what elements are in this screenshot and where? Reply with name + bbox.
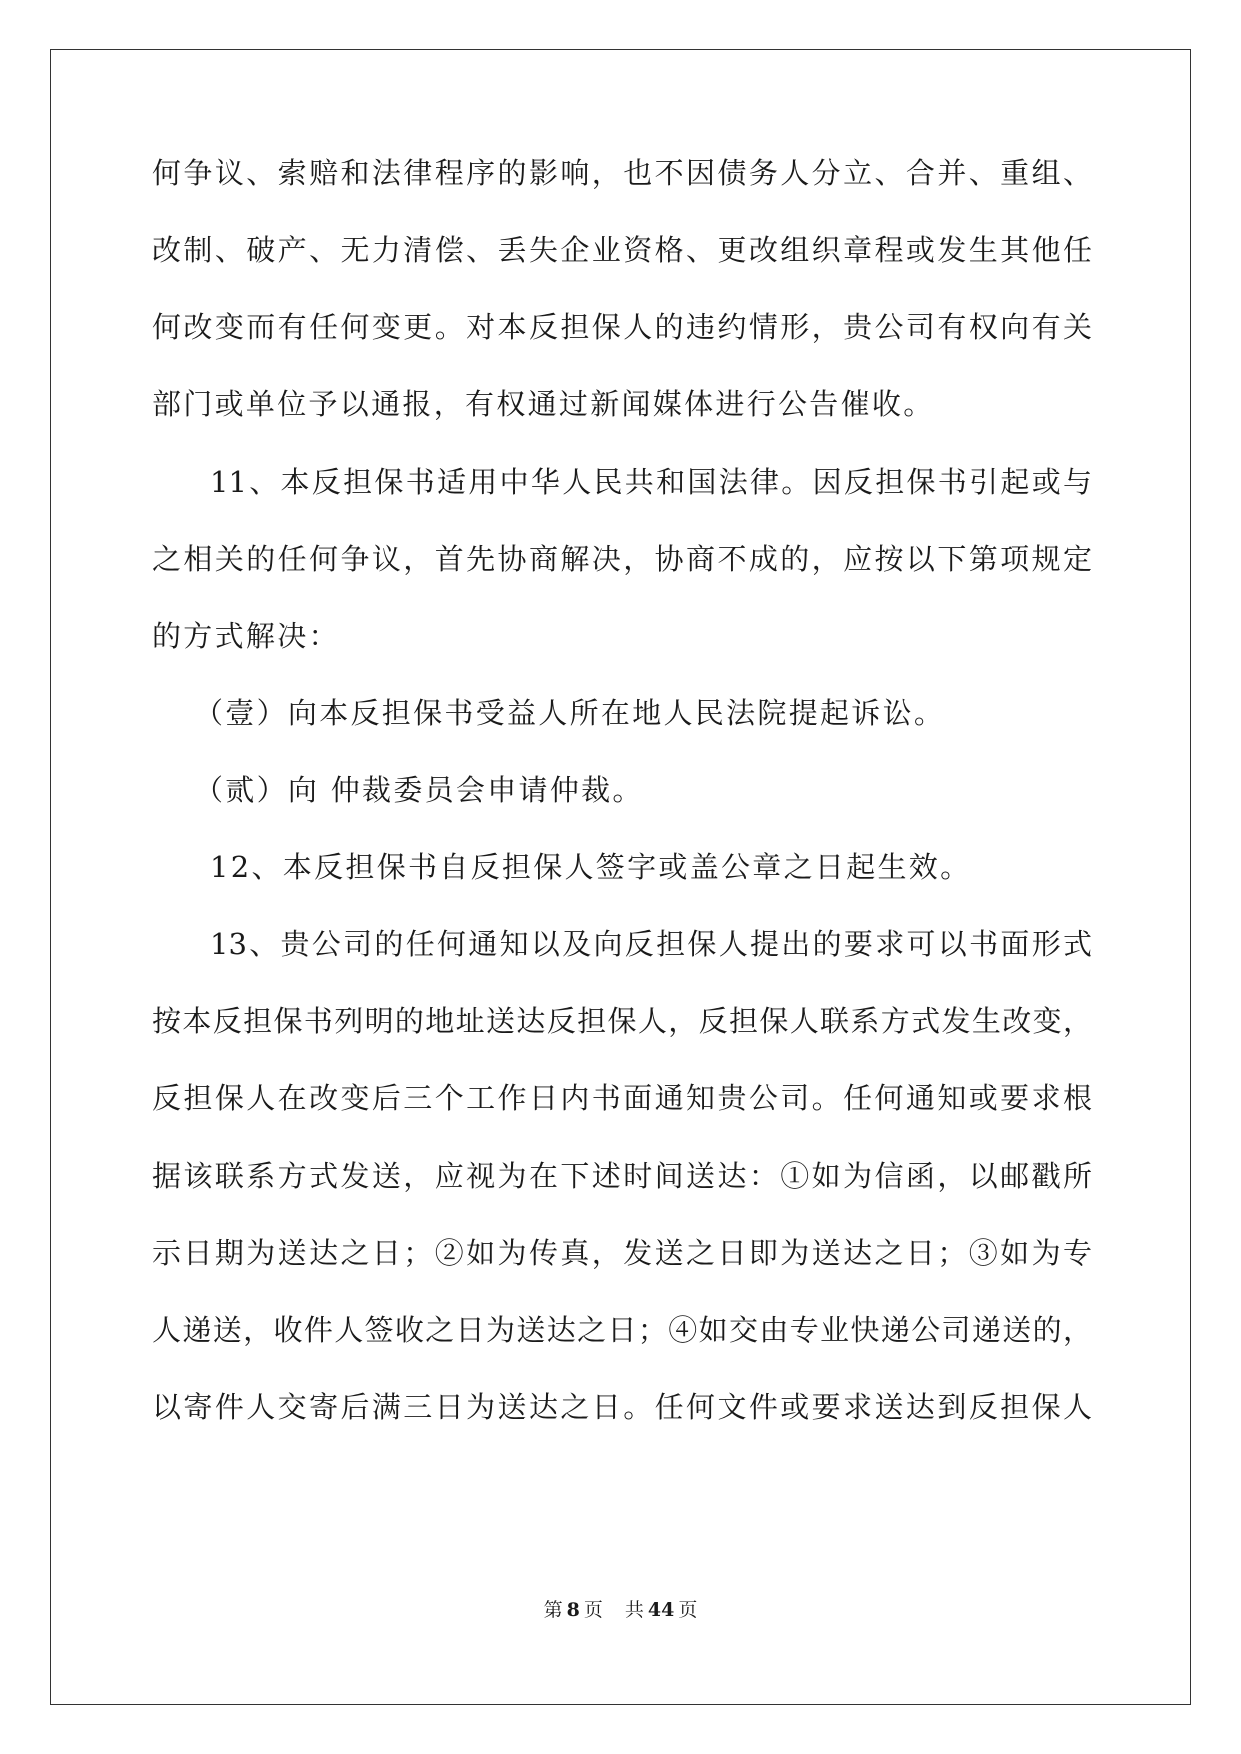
paragraph-line: 示日期为送达之日；②如为传真，发送之日即为送达之日；③如为专 [152, 1236, 1092, 1270]
paragraph-line: 据该联系方式发送，应视为在下述时间送达：①如为信函，以邮戳所 [152, 1159, 1092, 1193]
paragraph-line: 人递送，收件人签收之日为送达之日；④如交由专业快递公司递送的， [152, 1313, 1092, 1347]
paragraph-line: 的方式解决： [152, 619, 340, 653]
paragraph-line: 何争议、索赔和法律程序的影响，也不因债务人分立、合并、重组、 [152, 156, 1092, 190]
option-two-line: （贰）向 仲裁委员会申请仲裁。 [194, 773, 644, 807]
paragraph-line: 部门或单位予以通报，有权通过新闻媒体进行公告催收。 [152, 387, 935, 421]
clause-13-line: 13、贵公司的任何通知以及向反担保人提出的要求可以书面形式 [210, 927, 1092, 961]
total-pages-label: 页 [678, 1599, 698, 1621]
paragraph-line: 何改变而有任何变更。对本反担保人的违约情形，贵公司有权向有关 [152, 310, 1092, 344]
clause-12-line: 12、本反担保书自反担保人签字或盖公章之日起生效。 [210, 850, 972, 884]
paragraph-line: 按本反担保书列明的地址送达反担保人，反担保人联系方式发生改变， [152, 1004, 1092, 1038]
page-footer [0, 1598, 1241, 1622]
paragraph-line: 改制、破产、无力清偿、丢失企业资格、更改组织章程或发生其他任 [152, 233, 1092, 267]
current-page-number: 8 [566, 1599, 580, 1621]
paragraph-line: 之相关的任何争议，首先协商解决，协商不成的，应按以下第项规定 [152, 542, 1092, 576]
paragraph-line: 反担保人在改变后三个工作日内书面通知贵公司。任何通知或要求根 [152, 1081, 1092, 1115]
total-pages-prefix: 共 [624, 1599, 644, 1621]
page-number-label: 页 [583, 1599, 603, 1621]
paragraph-line: 以寄件人交寄后满三日为送达之日。任何文件或要求送达到反担保人 [152, 1390, 1092, 1424]
option-one-line: （壹）向本反担保书受益人所在地人民法院提起诉讼。 [194, 696, 946, 730]
clause-11-line: 11、本反担保书适用中华人民共和国法律。因反担保书引起或与 [210, 465, 1092, 499]
total-pages-number: 44 [647, 1599, 675, 1621]
page-number-prefix: 第 [543, 1599, 563, 1621]
